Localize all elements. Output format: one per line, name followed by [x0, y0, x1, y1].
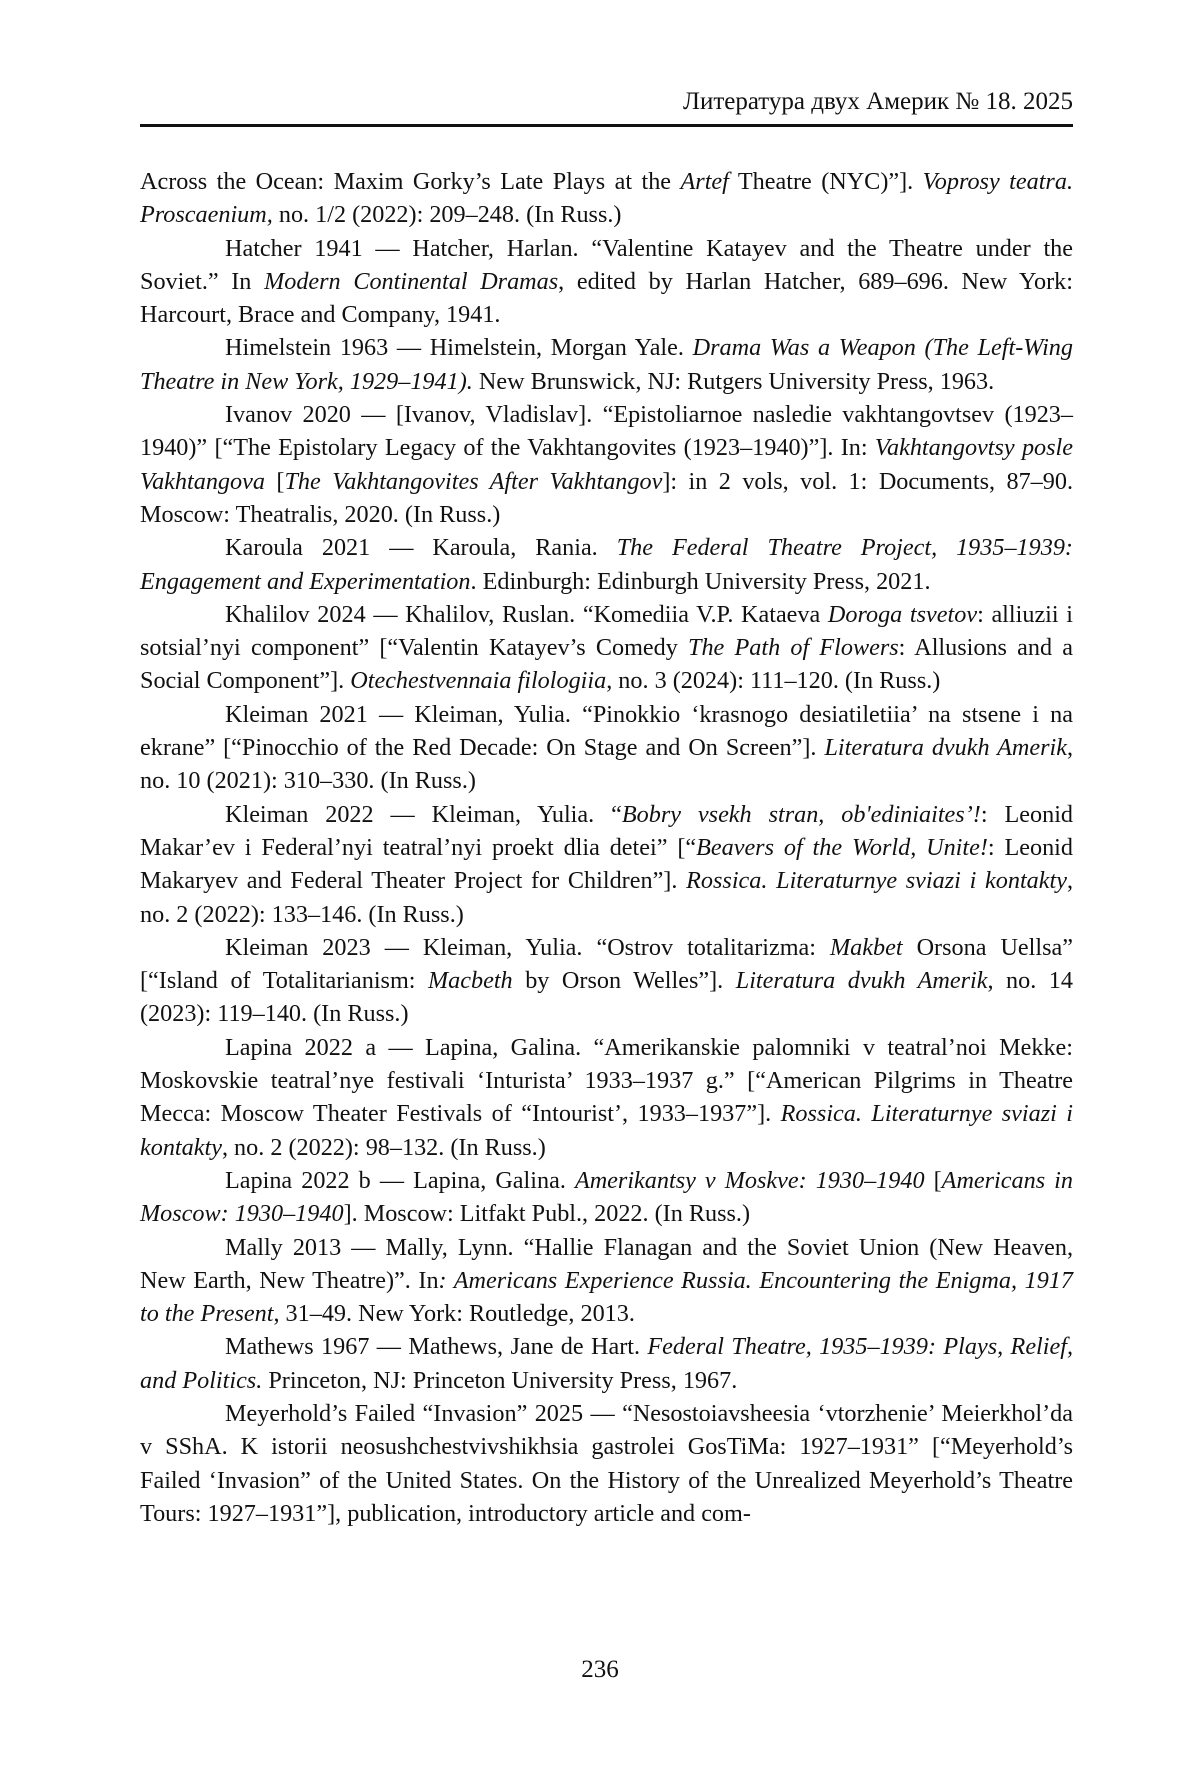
reference-text: , no. 2 (2022): 98–132. (In Russ.) — [221, 1133, 546, 1161]
reference-text: ]: in 2 vols, vol. 1: Documents, 87–90. Moscow: Theatralis, 2020. (In Russ.) — [140, 467, 1074, 528]
reference-entry — [140, 1031, 1073, 1164]
italic-title: Literatura dvukh Amerik — [735, 967, 988, 995]
italic-title: The Federal Theatre Project, 1935–1939: Engagement and Experimentation — [140, 534, 1073, 595]
reference-text: Kleiman 2023 — Kleiman, Yulia. “Ostrov totalitarizma: — [225, 933, 831, 961]
italic-title: : Americans Experience Russia. Encountering the Enigma, 1917 to the Present — [140, 1266, 1073, 1328]
reference-text: [ — [264, 467, 285, 495]
running-header — [140, 86, 1073, 127]
reference-text: Mathews 1967 — Mathews, Jane de Hart. — [225, 1333, 648, 1361]
reference-text: by Orson Welles”]. — [512, 967, 736, 995]
reference-entry — [140, 398, 1073, 531]
reference-text: , no. 10 (2021): 310–330. (In Russ.) — [140, 734, 1073, 795]
reference-entry — [140, 798, 1073, 931]
reference-text: : Leonid Makaryev and Federal Theater Project for Children”]. — [140, 833, 1073, 895]
reference-text: Lapina 2022 a — Lapina, Galina. “Amerikanskie palomniki v teatral’noi Mekke: Moskovskie teatral’nye festivali ‘Inturista’ 1933–1937 g.” [“American Pilgrims in Theatre Mecca: Moscow Theater Festivals of “Intourist’, 1933–1937”]. — [140, 1033, 1073, 1128]
reference-text: [ — [924, 1166, 942, 1194]
reference-text: . Edinburgh: Edinburgh University Press, 2021. — [470, 567, 931, 595]
reference-list — [140, 165, 1073, 1530]
reference-text: Hatcher 1941 — Hatcher, Harlan. “Valentine Katayev and the Theatre under the Soviet.” In — [140, 234, 1073, 295]
italic-title: Modern Continental Dramas — [264, 267, 559, 295]
reference-entry — [140, 1397, 1073, 1530]
italic-title: Bobry vsekh stran, ob'ediniaites’! — [621, 800, 981, 828]
reference-text: Meyerhold’s Failed “Invasion” 2025 — “Nesostoiavsheesia ‘vtorzhenie’ Meierkhol’da v SShA. K istorii neosushchestvivshikhsia gastrolei GosTiMa: 1927–1931” [“Meyerhold’s Failed ‘Invasion” of the United States. On the History of the Unrealized Meyerhold’s Theatre Tours: 1927–1931”], publication, introductory article and com- — [140, 1399, 1073, 1527]
italic-title: Otechestvennaia filologiia — [350, 667, 607, 695]
reference-entry — [140, 598, 1073, 698]
italic-title: Rossica. Literaturnye sviazi i kontakty — [140, 1100, 1074, 1161]
reference-text: Himelstein 1963 — Himelstein, Morgan Yale. — [225, 334, 693, 362]
reference-text: : Leonid Makar’ev i Federal’nyi teatral’nyi proekt dlia detei” [“ — [140, 800, 1074, 861]
reference-entry — [140, 232, 1073, 332]
reference-text: , 31–49. New York: Routledge, 2013. — [273, 1300, 635, 1328]
reference-text: New Brunswick, NJ: Rutgers University Press, 1963. — [472, 367, 995, 395]
reference-text: Princeton, NJ: Princeton University Press, 1967. — [262, 1366, 738, 1394]
reference-text: , no. 14 (2023): 119–140. (In Russ.) — [140, 967, 1073, 1028]
reference-text: , edited by Harlan Hatcher, 689–696. New York: Harcourt, Brace and Company, 1941. — [140, 267, 1073, 329]
italic-title: Federal Theatre, 1935–1939: Plays, Relief, and Politics. — [140, 1333, 1073, 1394]
italic-title: Rossica. Literaturnye sviazi i kontakty — [686, 867, 1067, 895]
reference-text: Orsona Uellsa” [“Island of Totalitarianism: — [140, 933, 1073, 995]
reference-text: : alliuzii i sotsial’nyi component” [“Valentin Katayev’s Comedy — [140, 600, 1073, 662]
reference-text: , no. 2 (2022): 133–146. (In Russ.) — [140, 867, 1073, 928]
reference-entry — [140, 1231, 1073, 1331]
reference-entry — [140, 931, 1073, 1031]
page-number: 236 — [581, 1656, 619, 1683]
reference-entry — [140, 331, 1073, 398]
reference-entry — [140, 1164, 1073, 1231]
italic-title: Voprosy teatra. Proscaenium, — [140, 168, 1073, 229]
italic-title: Americans in Moscow: 1930–1940 — [140, 1166, 1073, 1228]
reference-entry — [140, 531, 1073, 598]
reference-entry — [140, 1330, 1073, 1397]
reference-text: Lapina 2022 b — Lapina, Galina. — [225, 1166, 575, 1194]
reference-text: , no. 3 (2024): 111–120. (In Russ.) — [606, 667, 941, 695]
italic-title: The Path of Flowers — [688, 634, 899, 662]
italic-title: The Vakhtangovites After Vakhtangov — [284, 467, 663, 495]
reference-text: Mally 2013 — Mally, Lynn. “Hallie Flanagan and the Soviet Union (New Heaven, New Earth, New Theatre)”. In — [140, 1233, 1073, 1294]
journal-title: Литература двух Америк № 18. 2025 — [682, 88, 1073, 115]
italic-title: Literatura dvukh Amerik — [824, 734, 1067, 762]
italic-title: Drama Was a Weapon (The Left-Wing Theatre in New York, 1929–1941). — [140, 334, 1073, 395]
italic-title: Amerikantsy v Moskve: 1930–1940 — [574, 1166, 925, 1194]
italic-title: Artef — [680, 168, 729, 195]
reference-text: Kleiman 2021 — Kleiman, Yulia. “Pinokkio ‘krasnogo desiatiletiia’ na stsene i na ekrane” [“Pinocchio of the Red Decade: On Stage and On Screen”]. — [140, 700, 1073, 762]
italic-title: Vakhtangovtsy posle Vakhtangova — [140, 434, 1073, 495]
reference-text: : Allusions and a Social Component”]. — [140, 634, 1074, 695]
reference-text: Khalilov 2024 — Khalilov, Ruslan. “Komediia V.P. Kataeva — [225, 600, 828, 628]
reference-text: Karoula 2021 — Karoula, Rania. — [225, 534, 617, 562]
reference-text: Theatre (NYC)”]. — [728, 168, 923, 195]
reference-text: Kleiman 2022 — Kleiman, Yulia. “ — [225, 800, 622, 828]
italic-title: Beavers of the World, Unite! — [696, 833, 988, 861]
italic-title: Doroga tsvetov — [827, 600, 978, 628]
reference-text: Across the Ocean: Maxim Gorky’s Late Plays at the — [140, 168, 681, 195]
italic-title: Makbet — [830, 933, 903, 961]
italic-title: Macbeth — [428, 967, 513, 995]
reference-text: Ivanov 2020 — [Ivanov, Vladislav]. “Epistoliarnoe nasledie vakhtangovtsev (1923–1940)” [“The Epistolary Legacy of the Vakhtangovites (1923–1940)”]. In: — [140, 401, 1073, 462]
reference-entry — [140, 698, 1073, 798]
reference-text: ]. Moscow: Litfakt Publ., 2022. (In Russ.) — [343, 1200, 751, 1228]
reference-entry — [140, 165, 1073, 232]
reference-text: no. 1/2 (2022): 209–248. (In Russ.) — [272, 201, 622, 229]
